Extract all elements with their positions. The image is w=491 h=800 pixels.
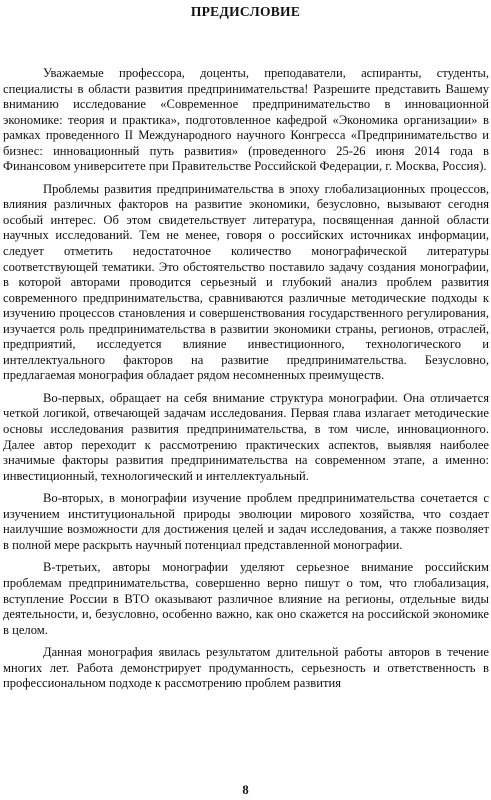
paragraph-second: Во-вторых, в монографии изучение проблем предпринимательства сочетается с изучением институциональной природы эволюции мирового хозяйства, что создает наилучшие возможности для достижения целей и задач исследования, а также позволяет в полной мере раскрыть научный потенциал представленной монографии. [3, 491, 489, 552]
page-heading: ПРЕДИСЛОВИЕ [190, 4, 301, 19]
paragraph-problems: Проблемы развития предпринимательства в эпоху глобализационных процессов, влияния различных факторов на развитие экономики, безусловно, вызывают сегодня особый интерес. Об этом свидетельствует литература, посвященная данной области научных исследований. Тем не менее, говоря о российских источниках информации, следует отметить недостаточное количество монографической литературы соответствующей тематики. Это обстоятельство поставило задачу создания монографии, в которой авторами проводится серьезный и глубокий анализ проблем развития современного предпринимательства, сравниваются различные методические подходы к изучению процессов становления и совершенствования государственного регулирования, изучается роль предпринимательства в развитии экономики страны, регионов, отраслей, предприятий, исследуется влияние инвестиционного, технологического и интеллектуального факторов на развитие предпринимательства. Безусловно, предлагаемая монография обладает рядом несомненных преимуществ. [3, 181, 489, 383]
paragraph-first: Во-первых, обращает на себя внимание структура монографии. Она отличается четкой логикой, отвечающей задачам исследования. Первая глава излагает методические основы исследования развития предпринимательства, в том числе, инновационного. Далее автор переходит к рассмотрению практических аспектов, выявляя наиболее значимые факторы развития предпринимательства на современном этапе, а именно: инвестиционный, технологический и интеллектуальный. [3, 390, 489, 483]
paragraph-greeting: Уважаемые профессора, доценты, преподаватели, аспиранты, студенты, специалисты в области развития предпринимательства! Разрешите представить Вашему вниманию исследование «Современное предпринимательство в инновационной экономике: теория и практика», подготовленное кафедрой «Экономика организации» в рамках проведенного II Международного научного Конгресса «Предпринимательство и бизнес: инновационный путь развития» (проведенного 25-26 июня 2014 года в Финансовом университете при Правительстве Российской Федерации, г. Москва, Россия). [3, 66, 489, 174]
body-text [3, 66, 489, 699]
paragraph-third: В-третьих, авторы монографии уделяют серьезное внимание российским проблемам предпринимательства, совершенно верно пишут о том, что глобализация, вступление России в ВТО оказывают различное влияние на регионы, отдельные виды деятельности, и, безусловно, особенно важно, как оно скажется на российской экономике в целом. [3, 560, 489, 637]
page-number: 8 [242, 783, 249, 797]
paragraph-result: Данная монография явилась результатом длительной работы авторов в течение многих лет. Работа демонстрирует продуманность, серьезность и ответственность в профессиональном подходе к рассмотрению проблем развития [3, 645, 489, 691]
